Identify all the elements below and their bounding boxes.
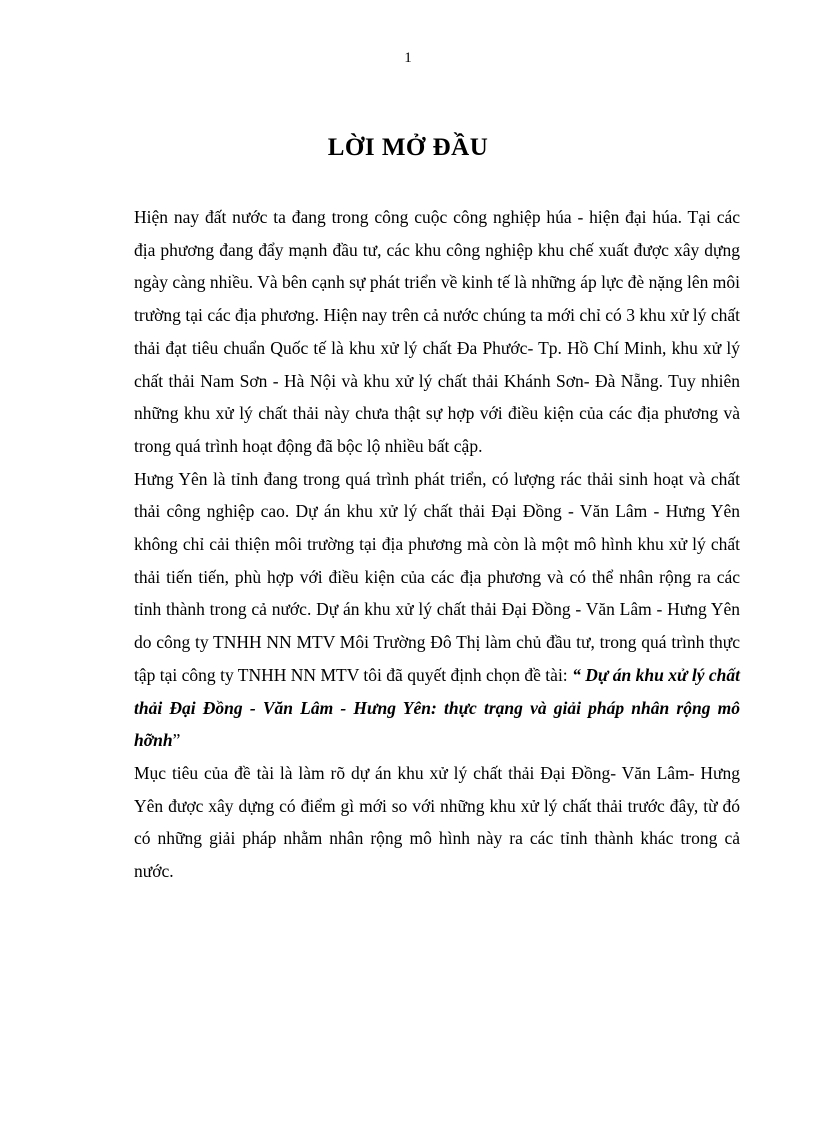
page-title: LỜI MỞ ĐẦU: [327, 134, 489, 161]
topic-title-emphasis: “ Dự án khu xử lý chất thải Đại Đồng - Văn Lâm - Hưng Yên: thực trạng và giải pháp nhân rộng mô hỡnh: [134, 664, 740, 751]
page-number: 1: [404, 50, 412, 66]
paragraph-objective: Mục tiêu của đề tài là làm rõ dự án khu xử lý chất thải Đại Đồng- Văn Lâm- Hưng Yên được xây dựng có điểm gì mới so với những khu xử lý chất thải trước đây, từ đó có những giải pháp nhằm nhân rộng mô hình này ra các tỉnh thành khác trong cả nước.: [134, 762, 740, 882]
paragraph-topic: [134, 463, 740, 757]
paragraph-intro: Hiện nay đất nước ta đang trong công cuộc công nghiệp húa - hiện đại húa. Tại các địa phương đang đẩy mạnh đầu tư, các khu công nghiệp khu chế xuất được xây dựng ngày càng nhiều. Và bên cạnh sự phát triển về kinh tế là những áp lực đè nặng lên môi trường tại các địa phương. Hiện nay trên cả nước chúng ta mới chỉ có 3 khu xử lý chất thải đạt tiêu chuẩn Quốc tế là khu xử lý chất Đa Phước- Tp. Hồ Chí Minh, khu xử lý chất thải Nam Sơn - Hà Nội và khu xử lý chất thải Khánh Sơn- Đà Nẵng. Tuy nhiên những khu xử lý chất thải này chưa thật sự hợp với điều kiện của các địa phương và trong quá trình hoạt động đã bộc lộ nhiều bất cập.: [134, 207, 740, 456]
paragraph-topic-text: Hưng Yên là tỉnh đang trong quá trình phát triển, có lượng rác thải sinh hoạt và chất thải công nghiệp cao. Dự án khu xử lý chất thải Đại Đồng - Văn Lâm - Hưng Yên không chỉ cải thiện môi trường tại địa phương mà còn là một mô hình khu xử lý chất thải tiến tiến, phù hợp với điều kiện của các địa phương và có thể nhân rộng ra các tỉnh thành trong cả nước. Dự án khu xử lý chất thải Đại Đồng - Văn Lâm - Hưng Yên do công ty TNHH NN MTV Môi Trường Đô Thị làm chủ đầu tư, trong quá trình thực tập tại công ty TNHH NN MTV tôi đã quyết định chọn đề tài:: [134, 468, 740, 685]
body-text: [134, 201, 740, 888]
paragraph-topic-closing-quote: ”: [172, 730, 181, 751]
